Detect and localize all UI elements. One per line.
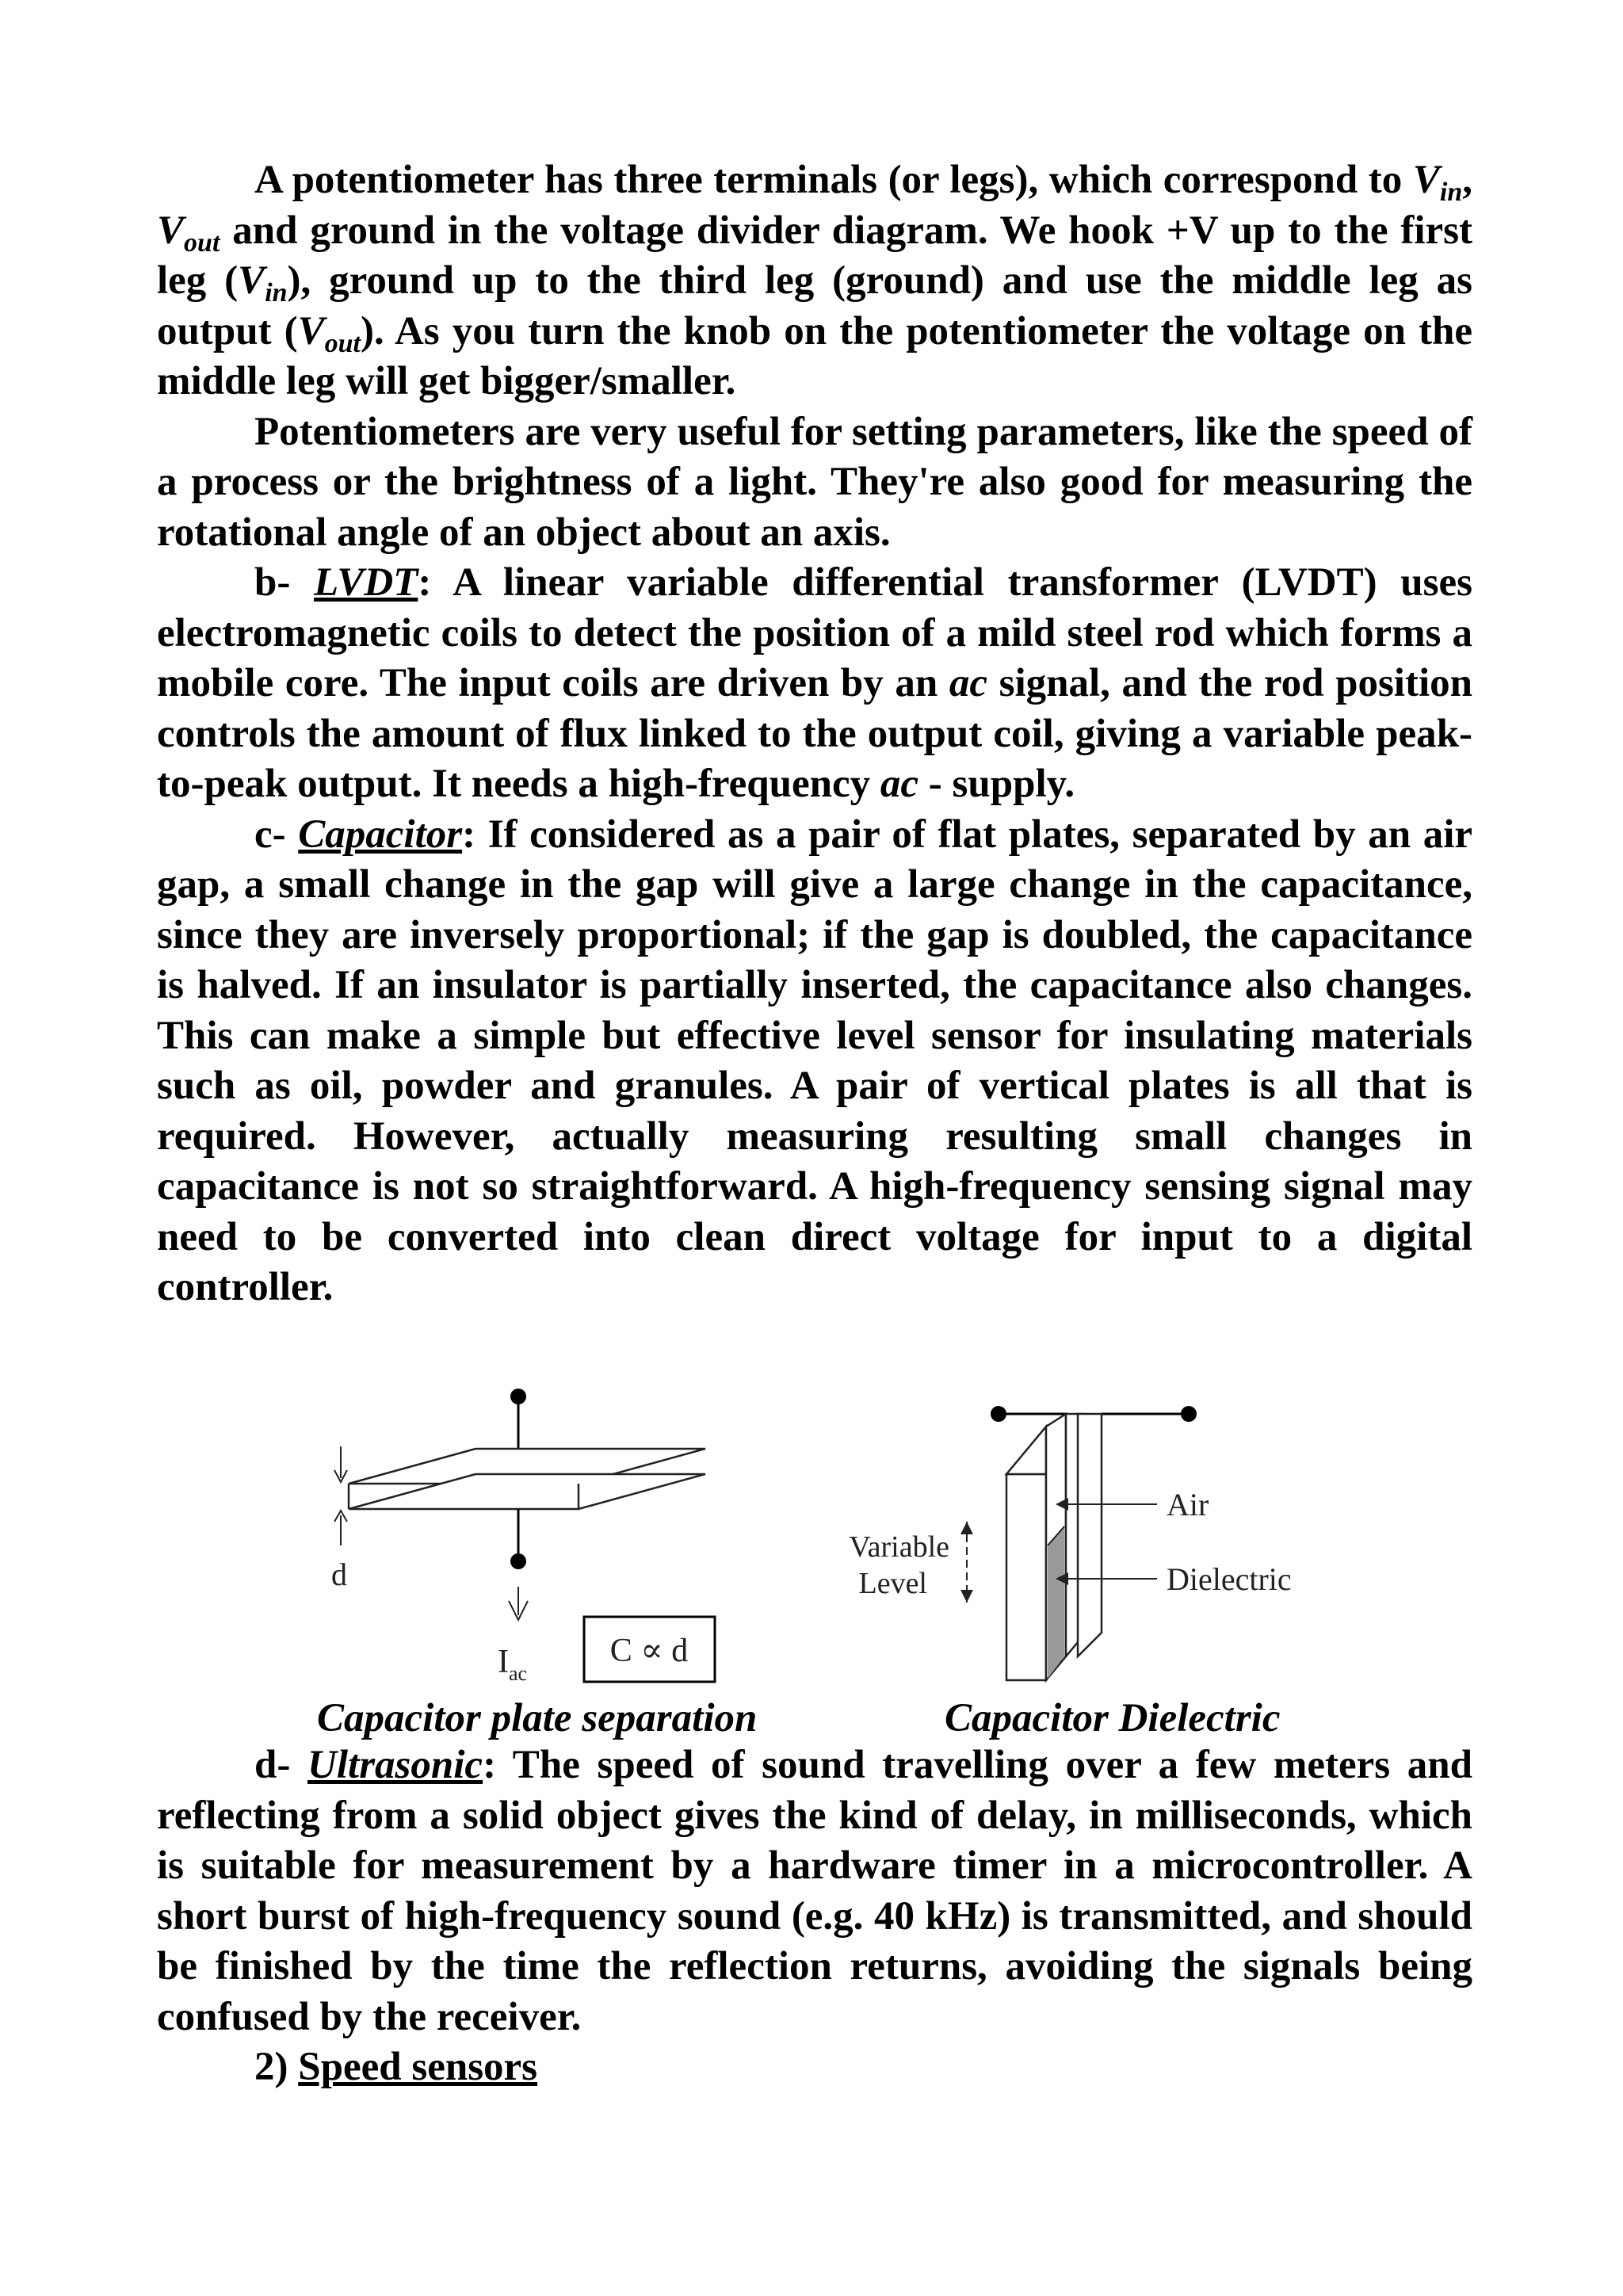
air-label: Air [1167, 1487, 1209, 1522]
level-label: Level [858, 1567, 927, 1600]
vin-symbol: $V_{in}$ [1412, 158, 1463, 207]
term-ultrasonic: Ultrasonic [307, 1743, 483, 1787]
vout-symbol: $V_{out}$ [157, 208, 220, 258]
variable-label: Variable [849, 1530, 949, 1564]
vout-symbol: $V_{out}$ [297, 308, 361, 358]
paragraph-ultrasonic: d- Ultrasonic: The speed of sound travelling over a few meters and reflecting from a solid object gives the kind of delay, in milliseconds, which is suitable for measurement by a hardware timer in a microcontroller. A short burst of high-frequency sound (e.g. 40 kHz) is transmitted, and should be finished by the time the reflection returns, avoiding the signals being confused by the receiver. [157, 1743, 1472, 2039]
caption-plate-separation: Capacitor plate separation [317, 1696, 758, 1740]
vin-symbol: $V_{in}$ [238, 258, 288, 308]
section-heading-speed-sensors: 2) Speed sensors [254, 2045, 538, 2089]
term-lvdt: LVDT [314, 560, 418, 605]
paragraph-potentiometer-terminals: A potentiometer has three terminals (or legs), which correspond to $V_{in}$, $V_{out}$ and ground in the voltage divider diagram. We hook +V up to the first leg $(V_{in})$, ground up to the third leg (ground) and use the middle leg as output $(V_{out})$. As you turn the knob on the potentiometer the voltage on the middle leg will get bigger/smaller. [157, 158, 1472, 403]
dielectric-fill [1048, 1526, 1064, 1679]
text-block-bottom [157, 1740, 1472, 2093]
figure-dielectric [816, 1395, 1331, 1696]
current-label: $I_{ac}$ [498, 1644, 528, 1685]
dielectric-label: Dielectric [1167, 1561, 1292, 1597]
term-capacitor: Capacitor [298, 812, 463, 857]
figure-plate-separation [317, 1379, 745, 1696]
formula-c-prop-d: C ∝ d [609, 1633, 689, 1669]
terminal-bottom-dot [510, 1553, 526, 1569]
text-block-top [157, 155, 1472, 1313]
plate-front [1006, 1474, 1046, 1680]
paragraph-lvdt: b- LVDT: A linear variable differential transformer (LVDT) uses electromagnetic coils to detect the position of a mild steel rod which forms a mobile core. The input coils are driven by an ac signal, and the rod position controls the amount of flux linked to the output coil, giving a variable peak-to-peak output. It needs a high-frequency ac - supply. [157, 560, 1472, 806]
caption-dielectric: Capacitor Dielectric [945, 1696, 1281, 1740]
paragraph-capacitor: c- Capacitor: If considered as a pair of flat plates, separated by an air gap, a small change in the gap will give a large change in the capacitance, since they are inversely proportional; if the gap is doubled, the capacitance is halved. If an insulator is partially inserted, the capacitance also changes. This can make a simple but effective level sensor for insulating materials such as oil, powder and granules. A pair of vertical plates is all that is required. However, actually measuring resulting small changes in capacitance is not so straightforward. A high-frequency sensing signal may need to be converted into clean direct voltage for input to a digital controller. [157, 812, 1473, 1309]
paragraph-potentiometer-uses: Potentiometers are very useful for setting parameters, like the speed of a process or the brightness of a light. They're also good for measuring the rotational angle of an object about an axis. [157, 409, 1472, 555]
gap-d-label: d [331, 1557, 347, 1592]
